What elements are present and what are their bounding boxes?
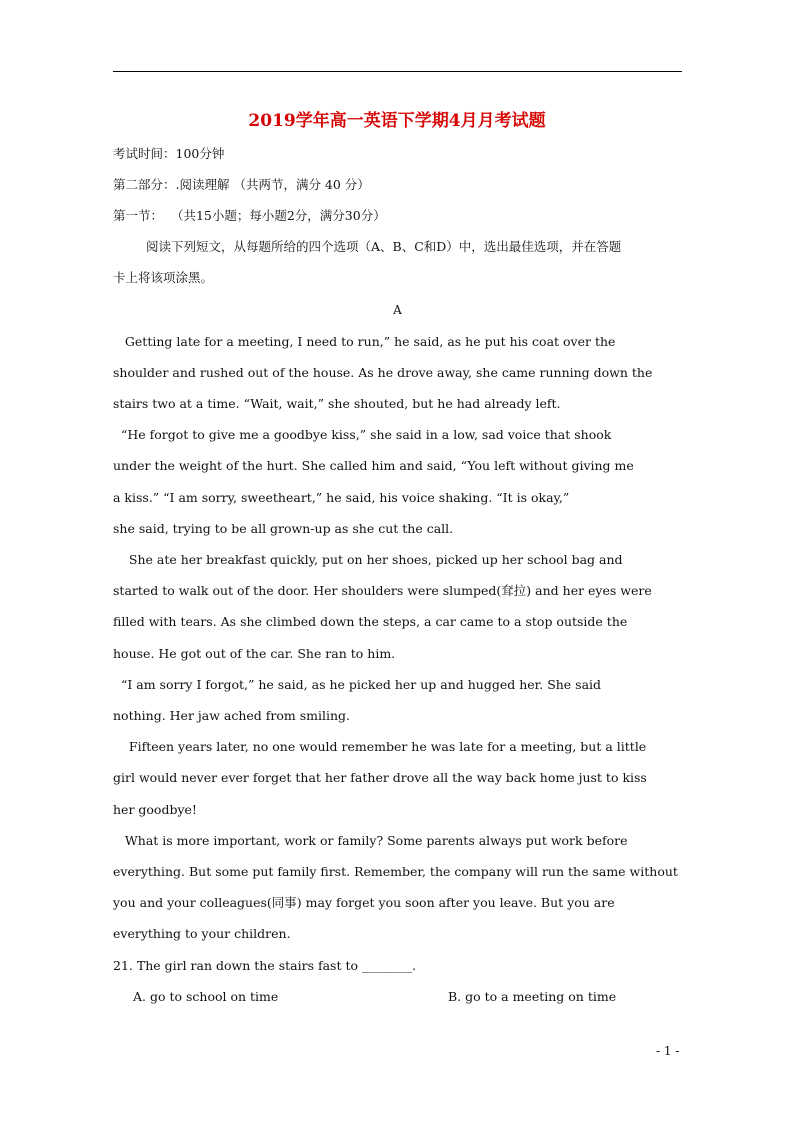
passage-line: you and your colleagues(同事) may forget you soon after you leave. But you are xyxy=(113,895,615,910)
passage-line: She ate her breakfast quickly, put on her shoes, picked up her school bag and xyxy=(113,552,623,567)
passage-line: house. He got out of the car. She ran to him. xyxy=(113,646,396,661)
passage-line: everything. But some put family first. Remember, the company will run the same without xyxy=(113,864,678,879)
passage-line: filled with tears. As she climbed down the steps, a car came to a stop outside the xyxy=(113,614,628,629)
passage-line: her goodbye! xyxy=(113,802,197,817)
passage-line: Getting late for a meeting, I need to run,” he said, as he put his coat over the xyxy=(113,334,616,349)
passage-line: she said, trying to be all grown-up as she cut the call. xyxy=(113,521,454,536)
passage-line: stairs two at a time. “Wait, wait,” she shouted, but he had already left. xyxy=(113,396,561,411)
instruction-line-2: 卡上将该项涂黑。 xyxy=(113,270,214,285)
header-rule xyxy=(113,71,682,72)
option-a: A. go to school on time xyxy=(133,989,279,1004)
option-b: B. go to a meeting on time xyxy=(448,989,617,1004)
passage-line: under the weight of the hurt. She called him and said, “You left without giving me xyxy=(113,458,634,473)
passage-line: “I am sorry I forgot,” he said, as he picked her up and hugged her. She said xyxy=(113,677,602,692)
passage-line: What is more important, work or family? Some parents always put work before xyxy=(113,833,628,848)
passage-line: girl would never ever forget that her father drove all the way back home just to kiss xyxy=(113,770,647,785)
passage-line: shoulder and rushed out of the house. As he drove away, she came running down the xyxy=(113,365,653,380)
page-title: 2019学年高一英语下学期4月月考试题 xyxy=(248,111,546,131)
passage-line: “He forgot to give me a goodbye kiss,” she said in a low, sad voice that shook xyxy=(113,427,612,442)
passage-line: everything to your children. xyxy=(113,926,291,941)
exam-time: 考试时间：100分钟 xyxy=(113,146,225,161)
question-stem: 21. The girl ran down the stairs fast to ________. xyxy=(113,958,416,973)
part-heading: 第二部分：.阅读理解 （共两节，满分 40 分） xyxy=(113,177,370,192)
passage-line: Fifteen years later, no one would remember he was late for a meeting, but a little xyxy=(113,739,647,754)
page-number: - 1 - xyxy=(656,1044,680,1058)
passage-label: A xyxy=(393,303,402,317)
passage-line: started to walk out of the door. Her shoulders were slumped(耷拉) and her eyes were xyxy=(113,583,652,598)
instruction-line-1: 阅读下列短文，从每题所给的四个选项（A、B、C和D）中，选出最佳选项，并在答题 xyxy=(146,239,622,254)
section-heading: 第一节： （共15小题；每小题2分，满分30分） xyxy=(113,208,386,223)
passage-line: a kiss.” “I am sorry, sweetheart,” he said, his voice shaking. “It is okay,” xyxy=(113,490,570,505)
passage-line: nothing. Her jaw ached from smiling. xyxy=(113,708,351,723)
